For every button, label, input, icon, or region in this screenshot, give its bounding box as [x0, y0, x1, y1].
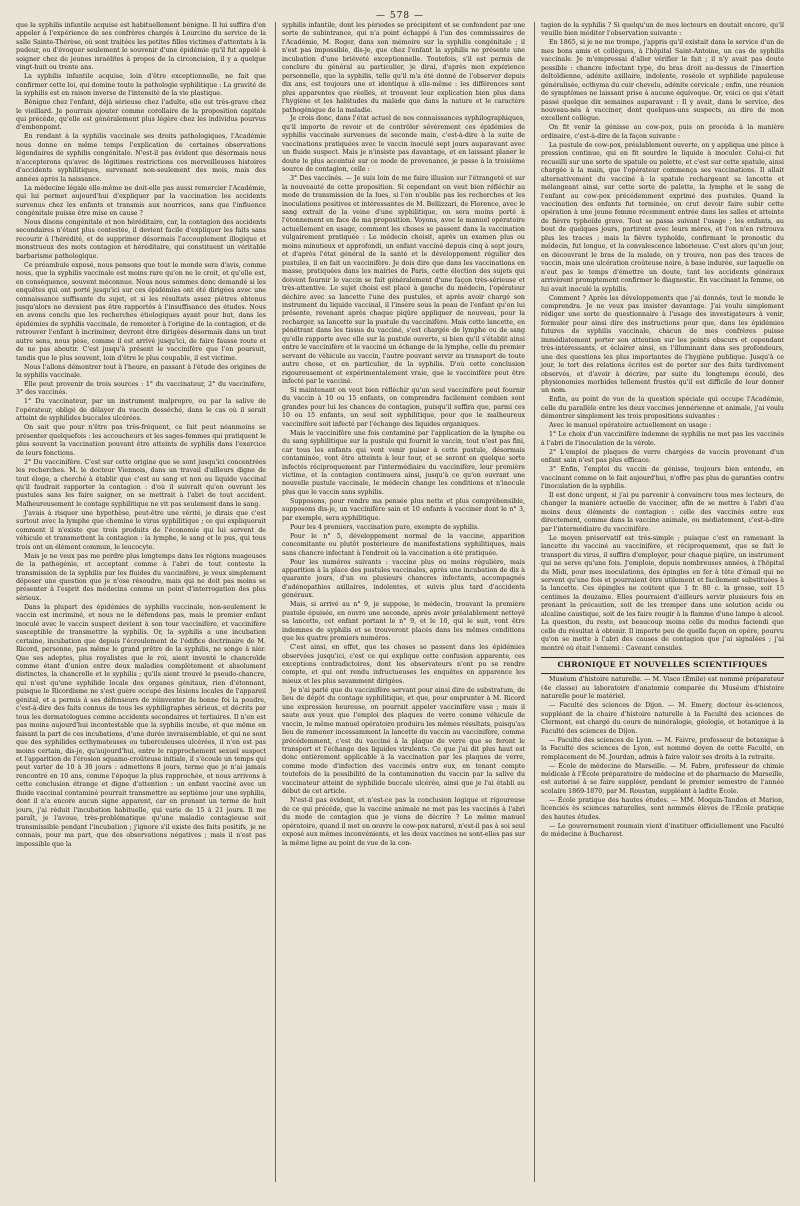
paragraph: Nous disons congénitale et non héréditaire, car, la contagion des accidents secondaires n'étant plus contestée, il devient facile d'expliquer les faits sans recourir à l'hérédité, et de supprimer désormais l'accouplement illogique et monstrueux des mots contagion et héréditaire, qui constituent un véritable barbarisme pathologique. — [16, 218, 266, 260]
paragraph: Ce préambule exposé, nous pensons que tout le monde sera d'avis, comme nous, que la syphilis vaccinale est moins rare qu'on ne le croit, et qu'elle est, en conséquence, souvent méconnue. Nous nous sommes donc demandé si les enquêtes qui ont porté jusqu'ici sur ces épidémies ont été dirigées avec une connaissance suffisante du sujet, et si les résultats assez piètres obtenus jusqu'alors ne devaient pas être rapportés à l'insuffisance des études. Nous en avons conclu que les recherches étiologiques ayant pour but, dans les épidémies de syphilis vaccinale, de remonter à l'origine de la contagion, et de retrouver l'enfant à incriminer, devront être dirigées désormais dans un tout autre sens, nous pèse, comme il est arrivé jusqu'ici, de faire fausse route et de ne pas aboutir. C'est jusqu'à présent le vaccinifère que l'on poursuit, tandis que le plus souvent, loin d'être le plus coupable, il est victime. — [16, 261, 266, 362]
paragraph: Il est donc urgent, si j'ai pu parvenir à convaincre tous mes lecteurs, de changer la manière actuelle de vacciner, afin de se mettre à l'abri d'au moins deux éléments de contagion : celle des vaccinés entre eux directement, comme dans la vaccine animale, ou médiatement, c'est-à-dire par l'intermédiaire du vaccinifère. — [541, 491, 784, 533]
paragraph: La médecine légale elle-même ne doit-elle pas aussi remercier l'Académie, qui lui permet aujourd'hui d'expliquer par la vaccination les accidents survenus chez les enfants et transmis aux nourrices, sans que l'influence congénitale puisse être mise en cause ? — [16, 184, 266, 217]
paragraph: C'est ainsi, en effet, que les choses se passent dans les épidémies observées jusqu'ici, c'est ce qui explique cette confusion apparente, ces exceptions contradictoires, dont les observateurs n'ont pu se rendre compte, et qui ont rendu infructueuses les enquêtes en apparence les mieux et les plus savamment dirigées. — [282, 644, 525, 685]
column-right — [534, 22, 784, 1182]
paragraph: 2° L'emploi de plaques de verre chargées de vaccin provenant d'un enfant sain n'est pas plus efficace. — [541, 448, 784, 465]
page-number: — 578 — — [376, 11, 424, 21]
paragraph: syphilis infantile, dont les périodes se précipitent et se confondent par une sorte de subintrance, qui n'a point échappé à l'un des commissaires de l'Académie, M. Roger, dans son mémoire sur la syphilis congénitale ; il n'est pas impossible, dis-je, que chez l'enfant la syphilis ne présente une incubation d'une brièveté exceptionnelle. Toutefois, s'il est permis de conclure du général au particulier, je dirai, d'après mon expérience personnelle, que la syphilis, telle qu'il m'a été donné de l'observer depuis dix ans, est toujours une et identique à elle-même : les différences sont plus apparentes que réelles, et trouvent leur explication bien plus dans l'hygiène et les habitudes du malade que dans la nature et le caractère pathogénique de la maladie. — [282, 22, 525, 114]
paragraph: Mais je ne veux pas me perdre plus longtemps dans les régions nuageuses de la pathogénie, et acceptant comme à l'abri de tout conteste la transmission de la syphilis par les fluides du vaccinifère, je veux simplement déposer une question que je n'ose résoudre, mais qui ne doit pas moins se présenter à l'esprit des médecins comme un point d'interrogation des plus sérieux. — [16, 552, 266, 602]
paragraph: Pour les 4 premiers, vaccination pure, exempte de syphilis. — [290, 523, 480, 531]
paragraph: Mais, si arrivé au n° 9, je suppose, le médecin, trouvant la première pustule épuisée, en ouvre une seconde, après avoir préalablement nettoyé sa lancette, cet enfant portant le n° 9, et le 10, qui le suit, vont être indemnes de syphilis et se trouveront placés dans les mêmes conditions que les quatre premiers numéros. — [282, 601, 525, 643]
paragraph: Pour les numéros suivants : vaccine plus ou moins régulière, mais apparition à la place des pustules vaccinales, après une incubation de dix à quarante jours, d'un ou plusieurs chancres infectants, accompagnés d'adénopathies axillaires, indolentes, et suivis plus tard d'accidents généraux. — [282, 558, 525, 600]
paragraph: En 1865, si je ne me trompe, j'appris qu'il existait dans le service d'un de mes bons amis et collègues, à l'hôpital Saint-Antoine, un cas de syphilis vaccinale. Je m'empressai d'aller vérifier le fait ; il n'y avait pas doute possible : chancre infectant type, du bras droit au-dessus de l'insertion deltoïdienne, adénite axillaire, indolente, roséole et syphilide papuleuse généralisée, ecthyma du cuir chevelu, adénite cervicale ; enfin, une réunion de symptômes ne laissant prise à aucune équivoque. Or, voici ce qui s'était passé quelque dix semaines auparavant : Il y avait, dans le service, des nouveau-nés à vacciner, dont quelques-uns suspects, au dire de mon excellent collègue. — [541, 39, 784, 123]
paragraph: On sait que pour n'être pas très-fréquent, ce fait peut néanmoins se présenter quelquefois : les accoucheurs et les sages-femmes qui pratiquent le plus souvent la vaccination pouvant être atteints de syphilis dans l'exercice de leurs fonctions. — [16, 424, 266, 457]
paragraph: tagion de la syphilis ? Si quelqu'un de mes lecteurs en doutait encore, qu'il veuille bien méditer l'observation suivante : — [541, 22, 784, 38]
paragraph: 1° Le choix d'un vaccinifère indemne de syphilis ne met pas les vaccinés à l'abri de l'inoculation de la vérole. — [541, 431, 784, 447]
paragraph: Si maintenant on veut bien réfléchir qu'un seul vaccinifère peut fournir du vaccin à 10 ou 15 enfants, on comprendra facilement combien sont grandes pour lui les chances de contagion, puisqu'il suffira que, parmi ces 10 ou 15 enfants, un seul soit syphilitique, pour que le malheureux vaccinifère soit infecté par l'échange des liquides organiques. — [282, 386, 525, 428]
newspaper-page — [10, 6, 790, 1192]
section-divider-thin — [541, 673, 784, 674]
news-item: — École pratique des hautes études. — MM. Moquin-Tandon et Marion, licenciés ès sciences naturelles, sont nommés élèves de l'École pratique des hautes études. — [541, 796, 784, 821]
paragraph: La syphilis infantile acquise, loin d'être exceptionnelle, ne fait que confirmer cette loi, qui domine toute la pathologie syphilitique : La gravité de la syphilis est en raison inverse de l'intensité de la vie plastique. — [16, 73, 266, 98]
paragraph: J'avais à risquer une hypothèse, peut-être une vérité, je dirais que c'est surtout avec la lymphe que chemine le virus syphilitique ; ce qui expliquerait comment il n'existe que trois produits de l'économie qui lui servent de véhicule et transmettent la contagion : la lymphe, le sang et le pus, qui tous trois ont un élément commun, le leucocyte. — [16, 509, 266, 551]
paragraph: Pour le n° 5, développement normal de la vaccine, apparition concomitante ou plutôt postérieure de manifestations syphilitiques, mais sans chancre infectant à l'endroit où la vaccination a été pratiquée. — [282, 532, 525, 557]
news-item: — Faculté des sciences de Dijon. — M. Emery, docteur ès-sciences, suppléant de la chaire d'histoire naturelle à la Faculté des sciences de Clermont, est chargé du cours de minéralogie, géologie, et botanique à la Faculté des sciences de Dijon. — [541, 702, 784, 735]
paragraph: La pustule de cow-pox, préalablement ouverte, on y appliqua une pince à pression continue, qui en fit sourdre le liquide à inoculer. Celui-ci fut recueilli sur une sorte de spatule ou palette, et c'est sur cette spatule, ainsi chargée à la main, que l'opérateur commença ses vaccinations. Il allait alternativement du vacciné à la spatule rechargeant sa lancette et mélangeant ainsi, sur cette sorte de palette, la lymphe et le sang de l'enfant au cow-pox précédemment exprimé des pustules. Quand la vaccination des enfants fut terminée, on crut devoir faire subir cette opération à une jeune femme récemment entrée dans les salles et atteinte de fièvre typhoïde grave. Tout se passa suivant l'usage ; les enfants, au bout de quelques jours, partirent avec leurs mères, et l'on n'en retrouva plus les traces ; mais la fièvre typhoïde, confirmant le pronostic du médecin, fut longue, et la convalescence laborieuse. C'est alors qu'un jour, en découvrant le bras de la malade, on y trouva, non pas des traces de vaccin, mais une ulcération croûteuse noire, à base indurée, sur laquelle on n'eut pas le temps d'émettre un doute, tant les accidents généraux arrivèrent promptement confirmer le diagnostic. En vaccinant la femme, on lui avait inoculé la syphilis. — [541, 141, 784, 293]
article-continuation — [541, 22, 784, 653]
paragraph: 3° Enfin, l'emploi du vaccin de génisse, toujours bien entendu, en vaccinant comme on le fait aujourd'hui, n'offre pas plus de garanties contre l'inoculation de la syphilis. — [541, 466, 784, 490]
text-columns — [16, 22, 784, 1182]
paragraph: Bénigne chez l'enfant, déjà sérieuse chez l'adulte, elle est très-grave chez le vieillard. Je pourrais ajouter comme corollaire de la proposition capitale qui précède, qu'elle est généralement plus légère chez les individus pourvus d'embonpoint. — [16, 99, 266, 132]
section-divider — [541, 657, 784, 659]
paragraph: On fit venir la génisse au cow-pox, puis on procéda à la manière ordinaire, c'est-à-dire de la façon suivante : — [541, 124, 784, 140]
paragraph: que la syphilis infantile acquise est habituellement bénigne. Il lui suffira d'en appeler à l'expérience de ses confrères chargés à Lourcine du service de la salle Sainte-Thérèse, où sont traitées les petites filles victimes d'attentats à la pudeur, ou d'évoquer seulement le souvenir d'une épidémie qu'il fut appelé à soigner chez de jeunes israélites à propos de la circoncision, il y a quelque vingt-huit ou trente ans. — [16, 22, 266, 72]
paragraph: Comment ? Après les développements que j'ai donnés, tout le monde le comprendra. Je ne veux pas insister davantage. J'ai voulu simplement rédiger une sorte de questionnaire à l'usage des investigateurs à venir, formuler pour ainsi dire des instructions pour que, dans les épidémies futures de syphilis vaccinale, chacun de mes confrères puisse immédiatement porter son attention sur les points obscurs et cependant très-intéressants, et éclairer ainsi, en l'illuminant dans ses profondeurs, une des questions les plus importantes de l'hygiène publique. Jusqu'à ce jour, le tort des relations écrites est de porter sur des faits tardivement observés, et d'avoir à décrire, par suite du longtemps écoulé, des physionomies morbides tellement frustes qu'il est difficile de leur donner un nom. — [541, 294, 784, 395]
paragraph: Elle peut provenir de trois sources : 1° du vaccinateur, 2° du vaccinifère, 3° des vaccinés. — [16, 381, 266, 397]
column-middle — [275, 22, 525, 1182]
paragraph: 2° Du vaccinifère. C'est sur cette origine que se sont jusqu'ici concentrées les recherches. M. le docteur Viennois, dans un travail d'ailleurs digne de tout éloge, a cherché à établir que c'est au sang et non au liquide vaccinal qu'il faudrait rapporter la contagion : d'où il suivrait qu'en ouvrant les pustules sans les faire saigner, on se mettrait à l'abri de tout accident. Malheureusement le contage syphilitique ne vit pas seulement dans le sang. — [16, 458, 266, 508]
news-items — [541, 676, 784, 839]
paragraph: Je crois donc, dans l'état actuel de nos connaissances syphilographiques, qu'il importe de revoir et de contrôler sévèrement ces épidémies de syphilis vaccinale survenues de seconde main, c'est-à-dire à la suite de vaccinations pratiquées avec le vaccin inoculé sept jours auparavant avec un fluide suspect. Mais je n'insiste pas davantage, et en laissant planer le doute le plus accentué sur ce mode de provenance, je passe à la troisième source de contagion, celle : — [282, 115, 525, 174]
paragraph: Je n'ai parlé que du vaccinifère servant pour ainsi dire de substratum, de lieu de dépôt du contage syphilitique, et que, pour emprunter à M. Ricord une expression heureuse, on pourrait appeler vaccinifère vase ; mais il saute aux yeux que l'emploi des plaques de verre comme véhicule de vaccin, le même manuel opératoire produira les mêmes résultats, puisqu'au lieu de ramener incessamment la lancette du vaccin au vaccinifère, comme précédemment, c'est du vacciné à la plaque de verre que se feront le transport et l'échange des liquides virulents. Ce que j'ai dit plus haut est donc entièrement applicable à la vaccination par les plaques de verre, comme mode d'infection des vaccinés entre eux, en tenant compte toutefois de la possibilité de la contamination du vaccin par la salive du vaccinateur atteint de syphilide buccale ulcérée, ainsi que je l'ai établi au début de cet article. — [282, 686, 525, 796]
paragraph: Supposons, pour rendre ma pensée plus nette et plus compréhensible, supposons dis-je, un vaccinifère sain et 10 enfants à vacciner dont le n° 3, par exemple, sera syphilitique. — [282, 497, 525, 522]
news-section-title: CHRONIQUE ET NOUVELLES SCIENTIFIQUES — [557, 660, 768, 670]
news-item: — Faculté des sciences de Lyon. — M. Faivre, professeur de botanique à la Faculté des sciences de Lyon, est nommé doyen de cette Faculté, en remplacement de M. Jourdan, admis à faire valoir ses droits à la retraite. — [541, 736, 784, 761]
paragraph: N'est-il pas évident, et n'est-ce pas la conclusion logique et rigoureuse de ce qui précède, que la vaccine animale ne met pas les vaccinés à l'abri du mode de contagion que je viens de décrire ? Le même manuel opératoire, quand il met en œuvre le cow-pox naturel, n'est-il pas à soi seul exposé aux mêmes inconvénients, et les deux vaccines ne sont-elles pas sur la même ligne au point de vue de la con- — [282, 797, 525, 847]
paragraph: Avec le manuel opératoire actuellement en usage : — [549, 422, 712, 430]
news-item: — Le gouvernement roumain vient d'instituer officiellement une Faculté de médecine à Bucharest. — [541, 822, 784, 839]
paragraph: Nous l'allons démontrer tout à l'heure, en passant à l'étude des origines de la syphilis vaccinale. — [16, 363, 266, 380]
paragraph: En rendant à la syphilis vaccinale ses droits pathologiques, l'Académie nous donne en même temps l'explication de certaines observations légendaires de syphilis congénitale. N'est-il pas évident que désormais nous n'accepterons qu'avec de légitimes restrictions ces merveilleuses histoires d'accidents syphilitiques, survenant non-seulement des mois, mais des années après la naissance. — [16, 133, 266, 183]
paragraph: 3° Des vaccinés. — Je suis loin de me faire illusion sur l'étrangeté et sur la nouveauté de cette proposition. Si cependant on veut bien réfléchir au mode de transmission de la lues, si l'on n'oublie pas les recherches et les inoculations positives et intéressantes de M. Bellizzari, de Florence, avec le sang extrait de la veine d'une syphilitique, on sera moins porté à l'étonnement en face de ma proposition. Voyons, avec le manuel opératoire actuellement en usage, comment les choses se passent dans la vaccination vulgairement pratiquée : Le médecin choisit, après un examen plus ou moins minutieux et approfondi, un enfant vacciné depuis cinq à sept jours, et d'après l'état général de la santé et le développement régulier des pustules, il en fait un vaccinifère. Je dois dire que dans les vaccinations en masse, pratiquées dans les mairies de Paris, cette élection des sujets qui doivent fournir le vaccin se fait généralement d'une façon très-sérieuse et très-attentive. Le sujet choisi est placé à gauche du médecin, l'opérateur déchire avec sa lancette l'une des pustules, et après avoir chargé son instrument du liquide vaccinal, il l'insère sous la peau de l'enfant qu'on lui présente, revenant après chaque piqûre appliquer de nouveau, pour la recharger, sa lancette sur la pustule du vaccinifère. Mais cette lancette, en pénétrant dans les tissus du vacciné, s'est chargée de lymphe ou de sang qu'elle rapporte avec elle sur la pustule ouverte, si bien qu'il s'établit ainsi entre le vaccinifère et le vacciné un échange de la lymphe, celle du premier servant de véhicule au vaccin, l'autre pouvant servir au transport de toute autre chose, et en particulier, de la syphilis. D'où cette conclusion rigoureusement et expérimentalement vraie, que le vaccinifère peut être infecté par le vacciné. — [282, 175, 525, 386]
news-item: — École de médecine de Marseille. — M. Fabre, professeur de chimie médicale à l'École préparatoire de médecine et de pharmacie de Marseille, est autorisé à se faire suppléer, pendant le premier semestre de l'année scolaire 1869-1870, par M. Roustan, suppléant à ladite École. — [541, 762, 784, 795]
paragraph: Mais le vaccinifère une fois contaminé par l'application de la lymphe ou du sang syphilitique sur la pustule qui fournit le vaccin, tout n'est pas fini, car tous les enfants qui vont venir puiser à cette pustule, désormais contaminée, vont être atteints à leur tour, et se seront en quelque sorte infectés réciproquement par l'intermédiaire du vaccinifère, leur première victime, et la contagion continuera ainsi, jusqu'à ce qu'on ouvrant une nouvelle pustule vaccinale, le médecin change les conditions et n'inocule plus que le vaccin sans syphilis. — [282, 429, 525, 496]
paragraph: Dans la plupart des épidémies de syphilis vaccinale, non-seulement le vaccin est incriminé, et nous ne le défendons pas, mais le premier enfant inoculé avec le vaccin suspect devient à son tour vaccinifère, et vaccinifère susceptible de transmettre la syphilis. Or, la syphilis a une incubation certaine, incubation que depuis l'écroulement de l'édifice doctrinaire de M. Ricord, personne, pas même le grand prêtre de la syphilis, ne songe à nier. Que ses adeptes, plus royalistes que le roi, aient inventé le chancroïde comme étant d'union entre deux maladies complètement et absolument distinctes, la chancrelle et le syphilis ; qu'ils aient trouvé le pseudo-chancre, qui n'est qu'une syphilide locale des organes génitaux, rien d'étonnant, puisque le Ricordisme ne s'est guère occupé des lésions locales de l'appareil génital, et a permis à ses défenseurs de réinventer de bonne foi la poudre, c'est-à-dire des faits connus de tous les syphiligraphes sérieux, et décrits par tous les dermatologues comme accidents secondaires et tertiaires. Il n'en est pas moins aujourd'hui incontestable que la syphilis incube, et que même en faisant la part de ces incubations, d'une durée invraisemblable, et qui ne sont que des syphilides ecthymateuses ou tuberculeuses ulcérées, il n'en est pas moins certain, dis-je, qu'aujourd'hui, entre le rapprochement sexuel suspect et l'apparition de l'érosion squamo-croûteuse initiale, il s'écoule un temps qui peut varier de 10 à 30 jours : admettons 8 jours, terme que je n'ai jamais rencontré en 10 ans, comme l'époque la plus rapprochée, et nous arrivons à cette conclusion étrange et digne d'attention : un enfant vacciné avec un fluide vaccinal contaminé pourrait transmettre au septième jour une syphilis, dont il n'a encore aucun signe apparent, car en prenant un terme de huit jours, j'ai réduit l'incubation habituelle, qui varie de 15 à 21 jours. Il me paraît, je l'avoue, très-problématique qu'une maladie contagieuse soit transmissible pendant l'incubation ; j'ignore s'il existe des faits positifs, je ne connais, pour ma part, que des observations négatives ; mais il n'est pas impossible que la — [16, 603, 266, 848]
paragraph: 1° Du vaccinateur, par un instrument malpropre, ou par la salive de l'opérateur, obligé de délayer du vaccin desséché, dans le cas où il serait atteint de syphilides buccales ulcérées. — [16, 398, 266, 423]
column-left — [16, 22, 266, 1182]
paragraph: Enfin, au point de vue de la question spéciale qui occupe l'Académie, celle du parallèle entre les deux vaccines jennérienne et animale, j'ai voulu démontrer simplement les trois propositions suivantes : — [541, 396, 784, 421]
news-item: Muséum d'histoire naturelle. — M. Visco (Émile) est nommé préparateur (4e classe) au laboratoire d'anatomie comparée du Muséum d'histoire naturelle pour le matériel. — [541, 676, 784, 701]
paragraph: Le moyen préservatif est très-simple ; puisque c'est en ramenant la lancette du vacciné au vaccinifère, et réciproquement, que se fait le transport du virus, il suffira d'employer, pour chaque piqûre, un instrument qui ne serve qu'une fois. J'emploie, depuis nombreuses années, à l'hôpital du Midi, pour mes inoculations, des épingles en fer à tête d'émail qui ne servent qu'une fois et pourraient être utilement et facilement substituées à la lancette. Ces épingles ne coûtent que 1 fr. 80 c. la grosse, soit 15 centimes la douzaine. Elles pourraient d'ailleurs servir plusieurs fois en prenant la précaution, soit de les tremper dans une solution acide ou alcaline caustique, soit de les faire rougir à la flamme d'une lampe à alcool. La question, du reste, est beaucoup moins celle du modus faciendi que celle du résultat à obtenir. Il importe peu de quelle façon on opère, pourvu qu'on se mette à l'abri des causes de contagion que j'ai signalées ; j'ai montré où était l'ennemi : Caveant consules. — [541, 534, 784, 652]
